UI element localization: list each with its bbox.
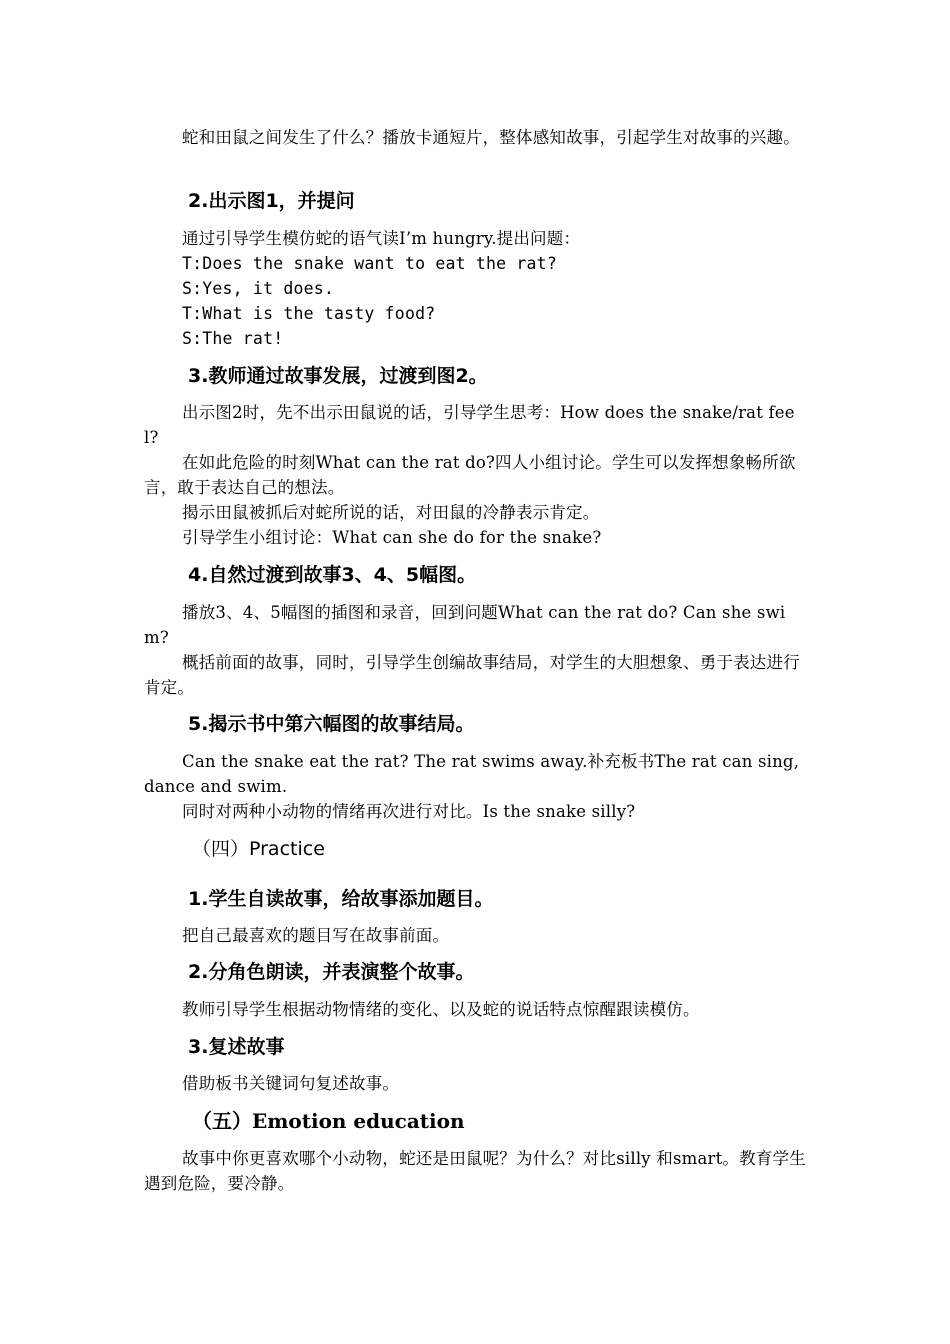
section-5-heading: （五）Emotion education <box>192 1109 465 1133</box>
practice-step-2-text: 教师引导学生根据动物情绪的变化、以及蛇的说话特点惊醒跟读模仿。 <box>182 1000 700 1019</box>
practice-step-3-heading: 3.复述故事 <box>188 1036 285 1058</box>
dialog-line: S:The rat! <box>182 329 284 348</box>
dialog-line: T:Does the snake want to eat the rat? <box>182 254 557 273</box>
step-3-paragraph-4: 引导学生小组讨论：What can she do for the snake? <box>182 528 602 547</box>
practice-step-3-text: 借助板书关键词句复述故事。 <box>182 1074 400 1093</box>
step-5-paragraph-1: Can the snake eat the rat? The rat swims away.补充板书The rat can sing, dance and swim. <box>144 752 800 796</box>
step-4-heading: 4.自然过渡到故事3、4、5幅图。 <box>188 564 477 586</box>
intro-paragraph: 蛇和田鼠之间发生了什么？播放卡通短片，整体感知故事，引起学生对故事的兴趣。 <box>182 128 800 147</box>
step-3-heading: 3.教师通过故事发展，过渡到图2。 <box>188 365 488 387</box>
practice-step-1-heading: 1.学生自读故事，给故事添加题目。 <box>188 888 494 910</box>
step-3-paragraph-2: 在如此危险的时刻What can the rat do?四人小组讨论。学生可以发挥想象畅所欲言，敢于表达自己的想法。 <box>144 453 796 497</box>
section-4-heading: （四）Practice <box>192 838 325 860</box>
step-2-intro: 通过引导学生模仿蛇的语气读I’m hungry.提出问题： <box>182 229 581 248</box>
practice-step-1-text: 把自己最喜欢的题目写在故事前面。 <box>182 926 450 945</box>
step-3-paragraph-1: 出示图2时，先不出示田鼠说的话，引导学生思考：How does the snake/rat feel? <box>144 403 795 447</box>
dialog-line: S:Yes, it does. <box>182 279 335 298</box>
practice-step-2-heading: 2.分角色朗读，并表演整个故事。 <box>188 961 475 983</box>
dialog-line: T:What is the tasty food? <box>182 304 436 323</box>
step-5-heading: 5.揭示书中第六幅图的故事结局。 <box>188 713 475 735</box>
step-2-heading: 2.出示图1，并提问 <box>188 190 355 212</box>
step-5-paragraph-2: 同时对两种小动物的情绪再次进行对比。Is the snake silly? <box>182 802 636 821</box>
step-3-paragraph-3: 揭示田鼠被抓后对蛇所说的话，对田鼠的冷静表示肯定。 <box>182 503 600 522</box>
step-4-paragraph-1: 播放3、4、5幅图的插图和录音，回到问题What can the rat do? Can she swim? <box>144 603 786 647</box>
step-4-paragraph-2: 概括前面的故事，同时，引导学生创编故事结局，对学生的大胆想象、勇于表达进行肯定。 <box>144 653 800 697</box>
emotion-paragraph: 故事中你更喜欢哪个小动物，蛇还是田鼠呢？为什么？对比silly 和smart。教育学生遇到危险，要冷静。 <box>144 1149 806 1193</box>
